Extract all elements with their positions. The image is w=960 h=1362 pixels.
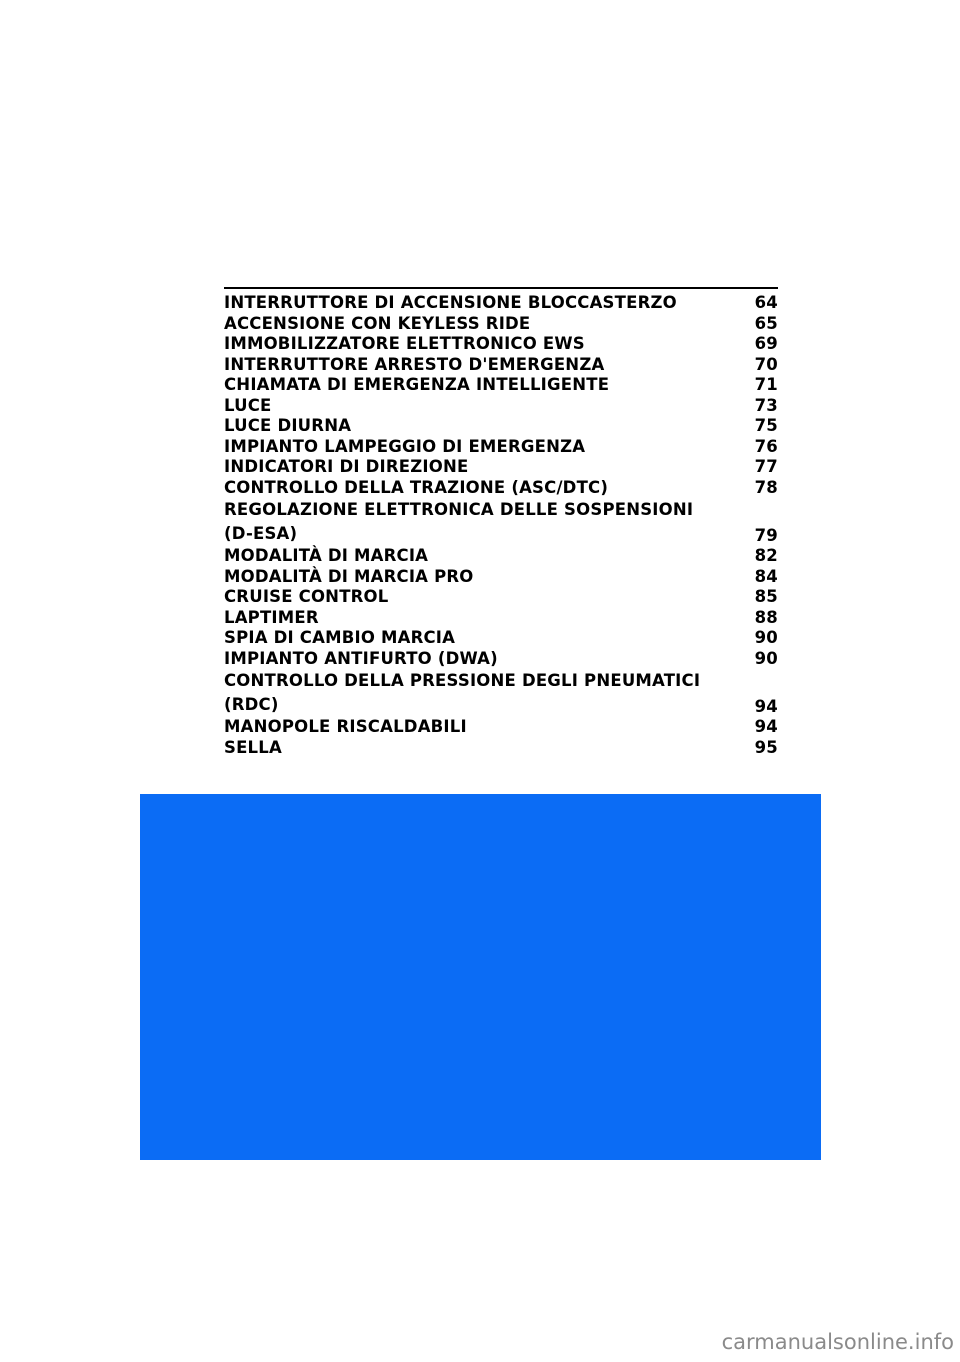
toc-entry[interactable] (224, 457, 778, 478)
toc-entry-title: LAPTIMER (224, 607, 319, 627)
toc-entry-page: 65 (754, 313, 778, 333)
toc-entry-page: 64 (754, 293, 778, 312)
toc-entry[interactable] (224, 669, 778, 717)
toc-entry[interactable] (224, 498, 778, 546)
toc-entry[interactable] (224, 293, 778, 314)
toc-entry[interactable] (224, 478, 778, 499)
toc-entry[interactable] (224, 416, 778, 437)
toc-entry[interactable] (224, 628, 778, 649)
toc-entry-page: 88 (754, 607, 778, 627)
toc-entry-title: INTERRUTTORE DI ACCENSIONE BLOCCASTERZO (224, 293, 677, 312)
toc-entry-page: 69 (754, 334, 778, 353)
toc-entry-title: INTERRUTTORE ARRESTO D'EMERGENZA (224, 354, 605, 374)
toc-entry-title: CHIAMATA DI EMERGENZA INTELLIGENTE (224, 375, 610, 394)
toc-entry-page: 73 (754, 395, 778, 415)
toc-entry-page: 78 (754, 477, 778, 497)
toc-entry-title: INDICATORI DI DIREZIONE (224, 457, 469, 476)
toc-entry-page: 94 (754, 696, 778, 716)
toc-entry[interactable] (224, 587, 778, 608)
toc-entry-title: LUCE (224, 395, 272, 415)
toc-entry[interactable] (224, 437, 778, 458)
toc-entry-page: 90 (754, 628, 778, 647)
toc-entry-title: CONTROLLO DELLA PRESSIONE DEGLI PNEUMATICI (RDC) (224, 671, 701, 714)
toc-entry-title: SELLA (224, 737, 282, 757)
toc-entry-title: MODALITÀ DI MARCIA (224, 546, 429, 565)
toc-entry-title: IMMOBILIZZATORE ELETTRONICO EWS (224, 334, 585, 353)
toc-entry[interactable] (224, 314, 778, 335)
toc-entry[interactable] (224, 396, 778, 417)
toc-entry[interactable] (224, 608, 778, 629)
toc-entry-page: 90 (754, 648, 778, 668)
toc-entry[interactable] (224, 649, 778, 670)
toc-entry[interactable] (224, 546, 778, 567)
toc-entry-title: REGOLAZIONE ELETTRONICA DELLE SOSPENSIONI (D-ESA) (224, 500, 694, 543)
toc-entry-page: 85 (754, 587, 778, 606)
toc-entry-title: IMPIANTO LAMPEGGIO DI EMERGENZA (224, 436, 586, 456)
toc-entry-page: 79 (754, 525, 778, 545)
toc-entry[interactable] (224, 355, 778, 376)
toc-entry-title: ACCENSIONE CON KEYLESS RIDE (224, 313, 531, 333)
toc-entry[interactable] (224, 738, 778, 759)
toc-entry-page: 95 (754, 737, 778, 757)
toc-entry-page: 84 (754, 566, 778, 586)
table-of-contents (224, 287, 778, 758)
toc-entry-title: MODALITÀ DI MARCIA PRO (224, 566, 474, 586)
toc-entry[interactable] (224, 375, 778, 396)
toc-entry-page: 77 (754, 457, 778, 476)
blue-panel (140, 794, 821, 1160)
toc-entry[interactable] (224, 567, 778, 588)
toc-entry-page: 82 (754, 546, 778, 565)
toc-entry-page: 76 (754, 436, 778, 456)
toc-entry-page: 71 (754, 375, 778, 394)
watermark-text: carmanualsonline.info (721, 1330, 954, 1354)
toc-entry-title: MANOPOLE RISCALDABILI (224, 717, 467, 736)
toc-entry-page: 70 (754, 354, 778, 374)
toc-entry[interactable] (224, 717, 778, 738)
toc-entry[interactable] (224, 334, 778, 355)
toc-entry-title: LUCE DIURNA (224, 416, 352, 435)
toc-entry-title: SPIA DI CAMBIO MARCIA (224, 628, 456, 647)
toc-entry-page: 94 (754, 717, 778, 736)
toc-entry-title: CRUISE CONTROL (224, 587, 389, 606)
toc-entry-title: CONTROLLO DELLA TRAZIONE (ASC/DTC) (224, 477, 609, 497)
toc-entry-title: IMPIANTO ANTIFURTO (DWA) (224, 648, 498, 668)
toc-entry-page: 75 (754, 416, 778, 435)
